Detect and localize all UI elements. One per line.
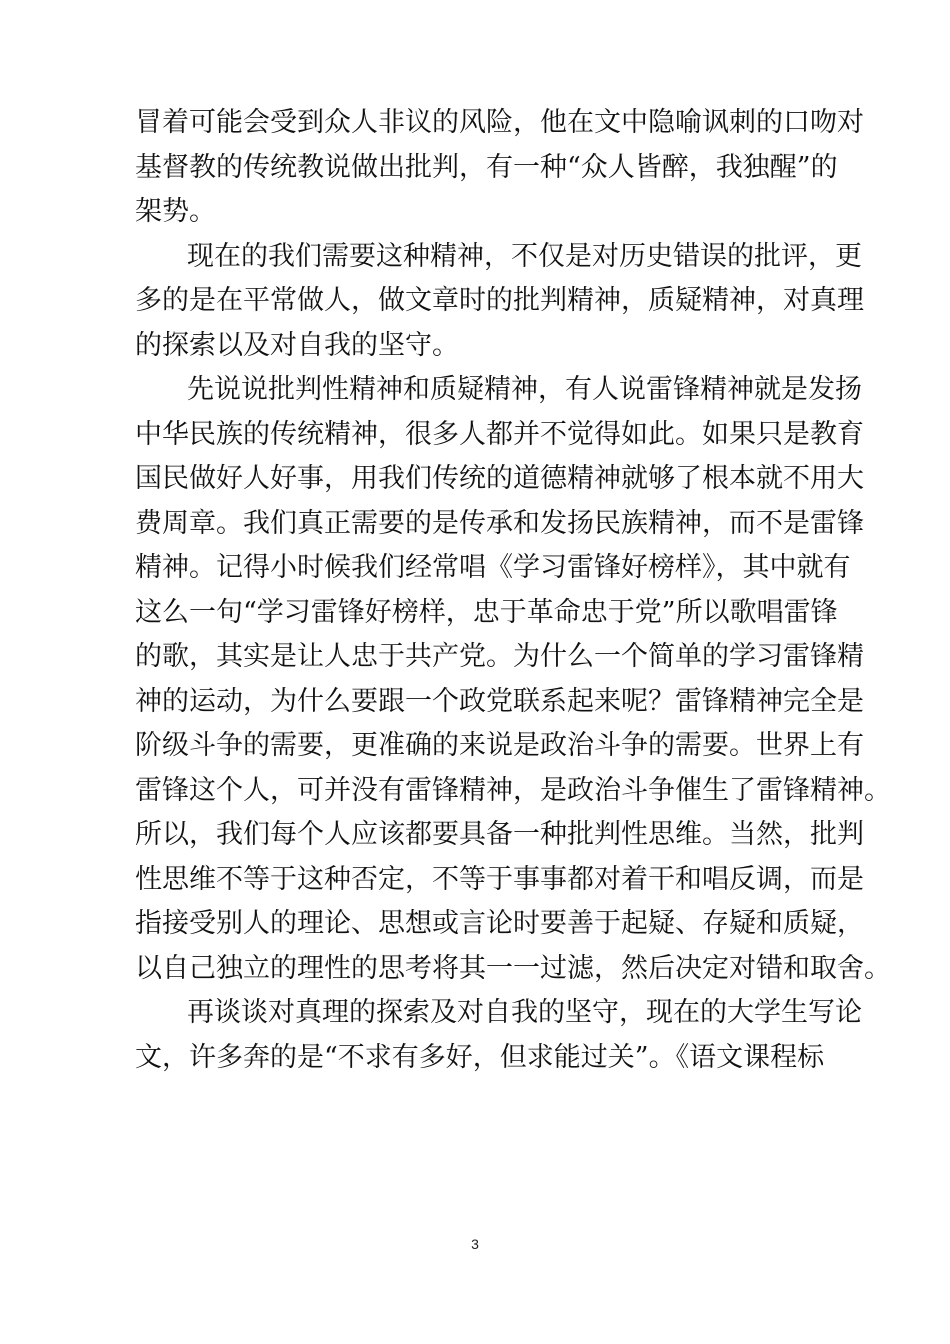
document-body: [135, 101, 891, 1080]
text-line: 所以，我们每个人应该都要具备一种批判性思维。当然，批判: [135, 819, 864, 850]
text-line: 指接受别人的理论、思想或言论时要善于起疑、存疑和质疑，: [135, 908, 864, 939]
text-line: 阶级斗争的需要，更准确的来说是政治斗争的需要。世界上有: [135, 730, 864, 761]
text-line: 冒着可能会受到众人非议的风险，他在文中隐喻讽刺的口吻对: [135, 107, 864, 138]
text-line: 中华民族的传统精神，很多人都并不觉得如此。如果只是教育: [135, 418, 864, 450]
text-line: 多的是在平常做人，做文章时的批判精神，质疑精神，对真理: [135, 285, 864, 316]
text-line: 的探索以及对自我的坚守。: [135, 329, 459, 361]
text-line: 神的运动，为什么要跟一个政党联系起来呢？雷锋精神完全是: [135, 685, 864, 717]
text-line: 雷锋这个人，可并没有雷锋精神，是政治斗争催生了雷锋精神。: [135, 774, 891, 806]
page-number: 3: [471, 1236, 479, 1252]
text-line: 的歌，其实是让人忠于共产党。为什么一个简单的学习雷锋精: [135, 641, 864, 672]
text-line: 性思维不等于这种否定，不等于事事都对着干和唱反调，而是: [135, 863, 864, 895]
text-line: 架势。: [135, 196, 216, 227]
text-line: 费周章。我们真正需要的是传承和发扬民族精神，而不是雷锋: [135, 507, 864, 539]
text-line: 这么一句“学习雷锋好榜样，忠于革命忠于党”所以歌唱雷锋: [135, 596, 838, 628]
paragraph-start-line: 再谈谈对真理的探索及对自我的坚守，现在的大学生写论: [187, 997, 862, 1028]
text-line: 国民做好人好事，用我们传统的道德精神就够了根本就不用大: [135, 463, 864, 494]
text-line: 精神。记得小时候我们经常唱《学习雷锋好榜样》，其中就有: [135, 552, 851, 583]
text-line: 文，许多奔的是“不求有多好，但求能过关”。《语文课程标: [135, 1041, 825, 1073]
paragraph-start-line: 先说说批判性精神和质疑精神，有人说雷锋精神就是发扬: [187, 374, 862, 405]
text-line: 基督教的传统教说做出批判，有一种“众人皆醉，我独醒”的: [135, 151, 838, 183]
paragraph-start-line: 现在的我们需要这种精神，不仅是对历史错误的批评，更: [187, 240, 862, 272]
text-line: 以自己独立的理性的思考将其一一过滤，然后决定对错和取舍。: [135, 952, 891, 984]
